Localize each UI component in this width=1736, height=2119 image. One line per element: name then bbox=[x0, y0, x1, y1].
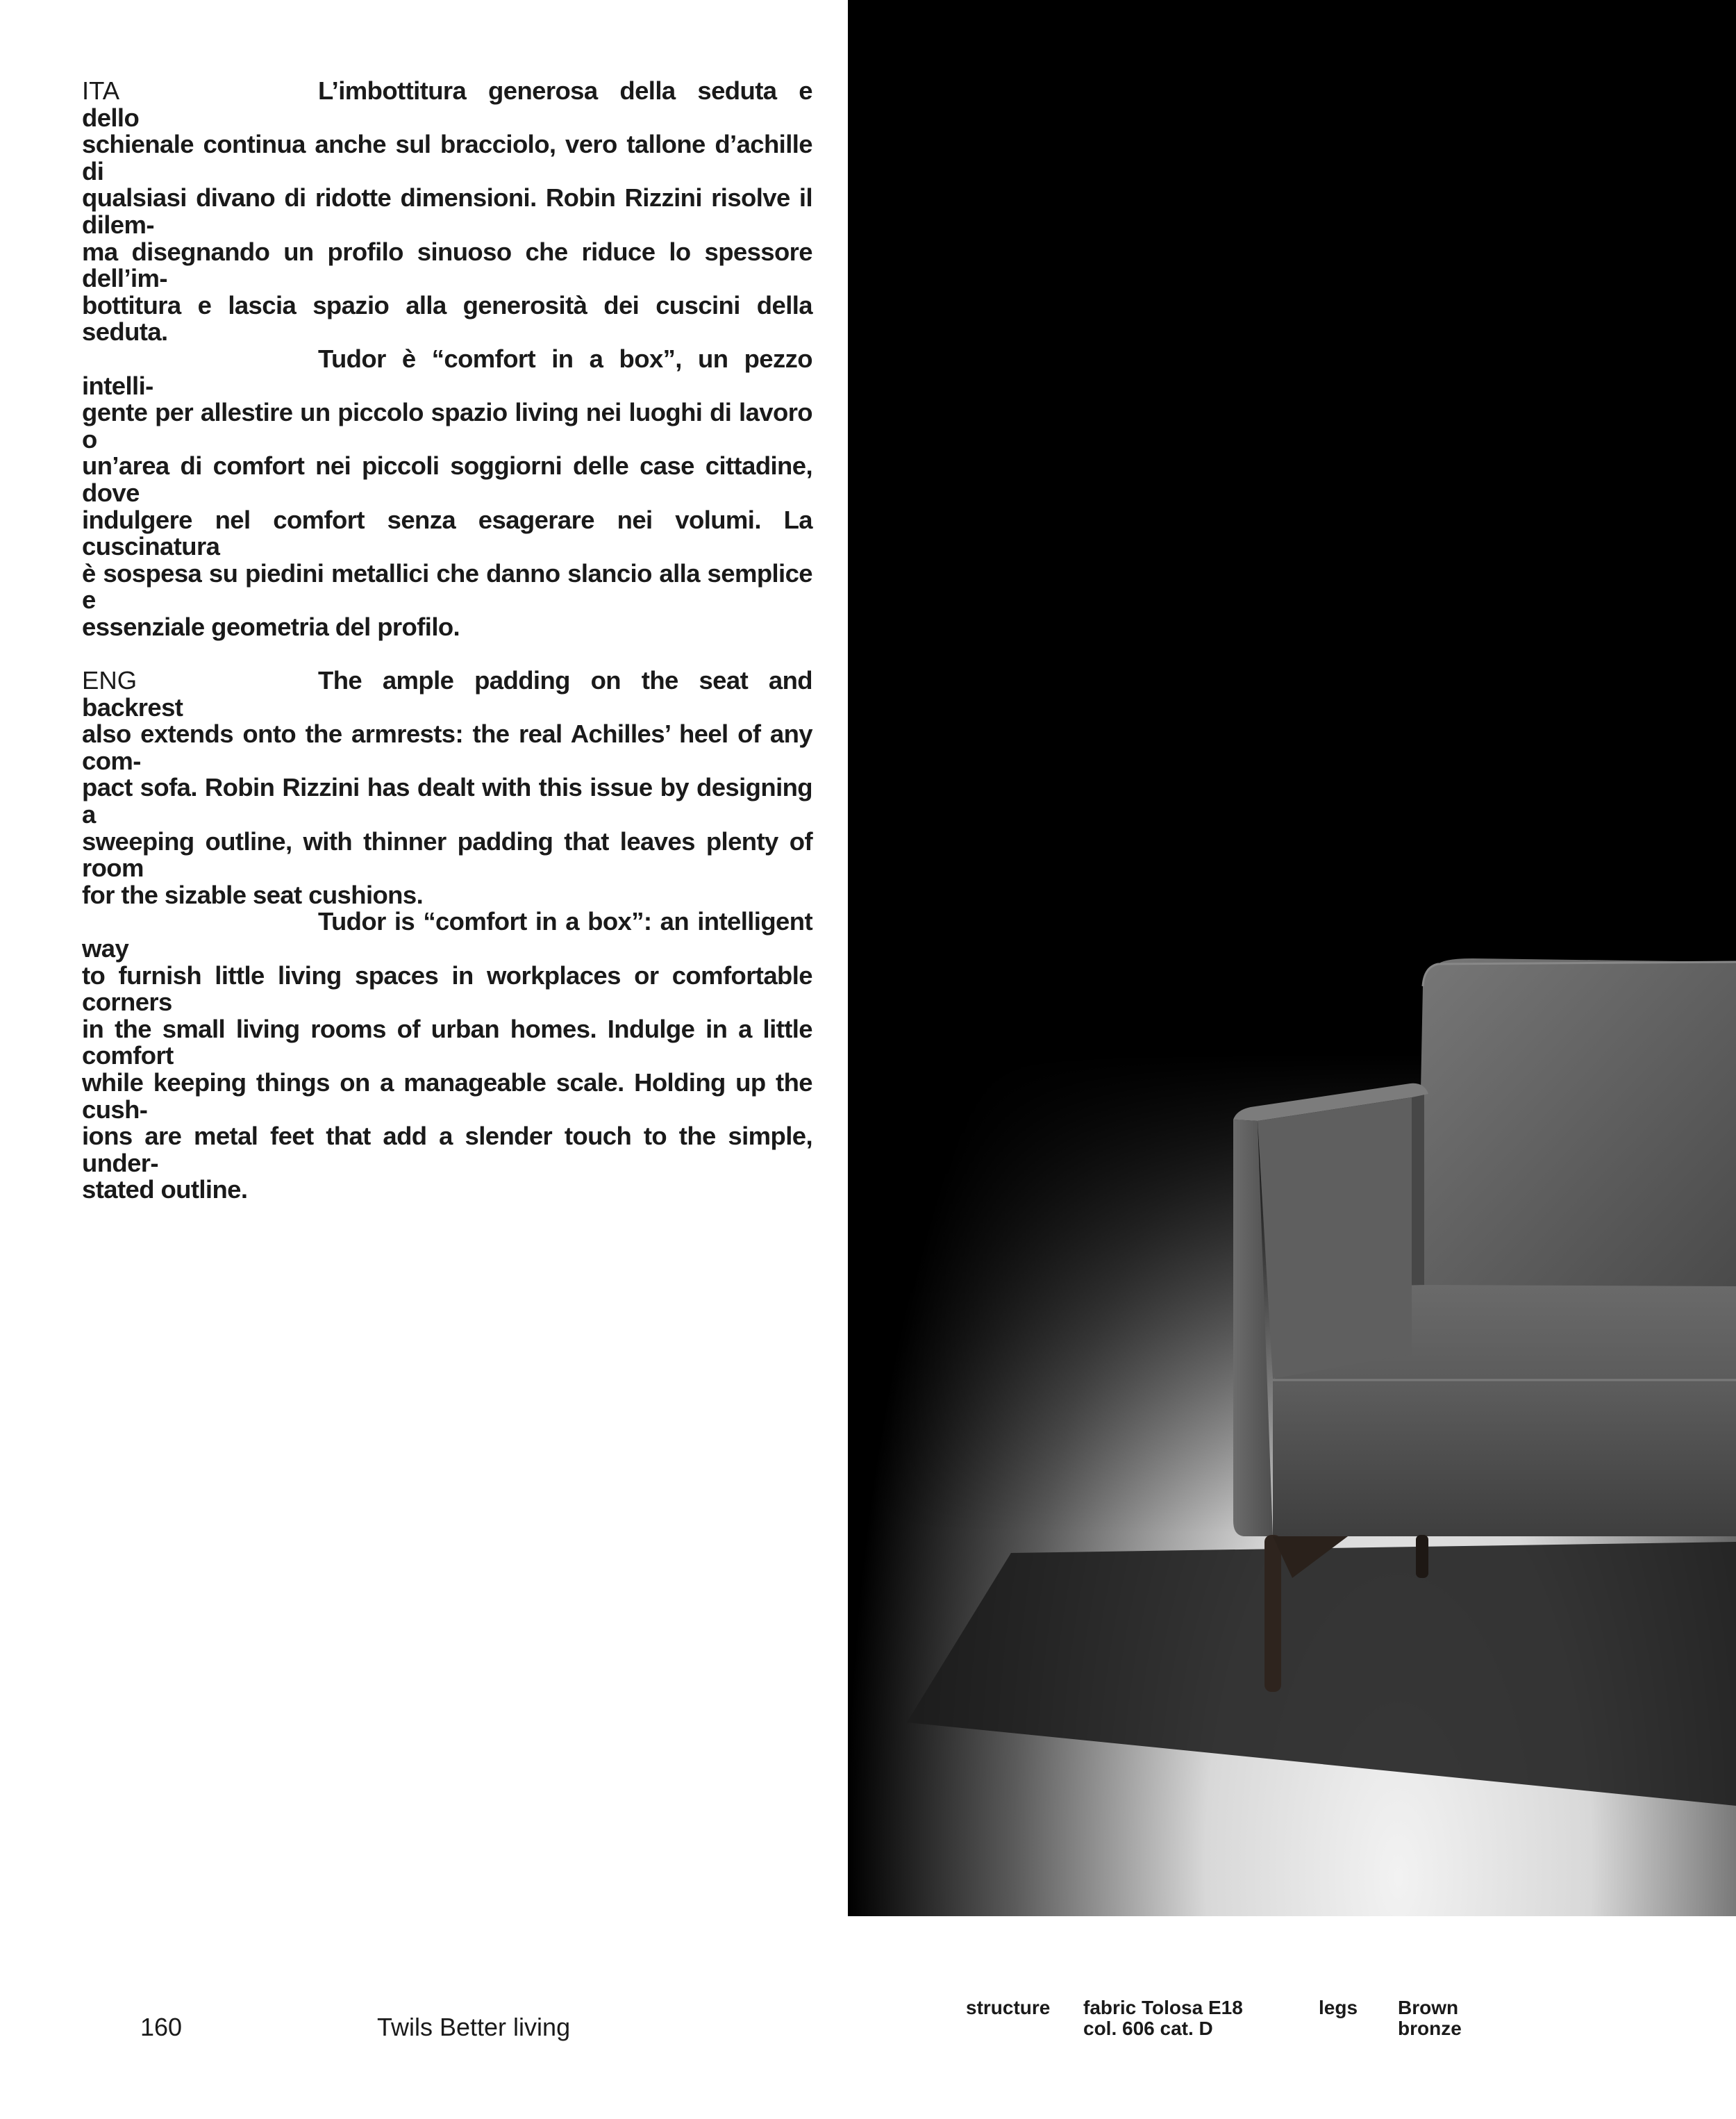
brand-name: Twils Better living bbox=[377, 2013, 571, 2041]
text-line: ions are metal feet that add a slender touch to the simple, under- bbox=[82, 1122, 812, 1177]
sofa-illustration bbox=[848, 0, 1736, 1916]
text-line: in the small living rooms of urban homes. Indulge in a little comfort bbox=[82, 1014, 812, 1070]
spec-fabric-value bbox=[1083, 1997, 1278, 2039]
english-paragraph bbox=[82, 667, 812, 1204]
text-line: indulgere nel comfort senza esagerare nei volumi. La cuscinatura bbox=[82, 505, 812, 561]
text-line: ITA L’imbottitura generosa della seduta e dello bbox=[82, 76, 812, 132]
rear-leg bbox=[1416, 1535, 1428, 1578]
sofa-product-photo bbox=[848, 0, 1736, 1916]
text-line: essenziale geometria del profilo. bbox=[82, 612, 460, 641]
text-line: Tudor è “comfort in a box”, un pezzo intelli- bbox=[82, 344, 812, 400]
text-line: for the sizable seat cushions. bbox=[82, 880, 424, 909]
text-line: also extends onto the armrests: the real Achilles’ heel of any com- bbox=[82, 720, 812, 775]
text-line: Tudor is “comfort in a box”: an intelligent way bbox=[82, 907, 812, 963]
spec-fabric-line: fabric Tolosa E18 bbox=[1083, 1997, 1243, 2018]
spec-structure-label: structure bbox=[966, 1997, 1051, 2018]
italian-paragraph bbox=[82, 78, 812, 640]
text-line: schienale continua anche sul bracciolo, vero tallone d’achille di bbox=[82, 130, 812, 185]
language-label: ENG bbox=[82, 666, 137, 695]
text-line: qualsiasi divano di ridotte dimensioni. Robin Rizzini risolve il dilem- bbox=[82, 183, 812, 239]
language-label: ITA bbox=[82, 76, 120, 105]
front-leg bbox=[1265, 1535, 1281, 1692]
text-line: while keeping things on a manageable scale. Holding up the cush- bbox=[82, 1067, 812, 1124]
text-line: sweeping outline, with thinner padding that leaves plenty of room bbox=[82, 826, 812, 883]
text-line: un’area di comfort nei piccoli soggiorni delle case cittadine, dove bbox=[82, 451, 812, 507]
text-line: gente per allestire un piccolo spazio living nei luoghi di lavoro o bbox=[82, 398, 812, 454]
text-line: stated outline. bbox=[82, 1175, 248, 1204]
spec-legs-label: legs bbox=[1319, 1997, 1358, 2018]
text-line: ENG The ample padding on the seat and backrest bbox=[82, 666, 812, 722]
text-line: ma disegnando un profilo sinuoso che riduce lo spessore dell’im- bbox=[82, 237, 812, 293]
spec-finish-line: bronze bbox=[1398, 2018, 1462, 2039]
text-line: pact sofa. Robin Rizzini has dealt with this issue by designing a bbox=[82, 773, 812, 829]
seat-front bbox=[1273, 1379, 1736, 1536]
back-cushion bbox=[1417, 958, 1736, 1292]
text-line: to furnish little living spaces in workplaces or comfortable corners bbox=[82, 961, 812, 1017]
spec-finish-line: Brown bbox=[1398, 1997, 1459, 2018]
text-line: bottitura e lascia spazio alla generosità dei cuscini della seduta. bbox=[82, 290, 812, 347]
spec-fabric-line: col. 606 cat. D bbox=[1083, 2018, 1213, 2039]
text-line: è sospesa su piedini metallici che danno slancio alla semplice e bbox=[82, 558, 812, 615]
spec-legs-finish bbox=[1398, 1997, 1495, 2039]
armrest-side bbox=[1258, 1097, 1412, 1379]
page-number: 160 bbox=[140, 2013, 183, 2041]
body-text-column bbox=[82, 78, 812, 1204]
